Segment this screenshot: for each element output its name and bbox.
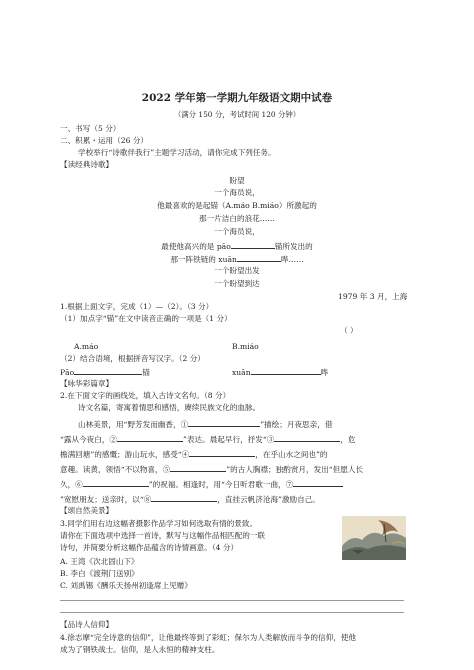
question-2-text <box>60 463 363 475</box>
section-accumulation: 二、积累・运用（26 分） <box>60 136 149 145</box>
option-c[interactable]: C. 刘禹锡《酬乐天扬州初逢席上见赠》 <box>60 581 192 590</box>
text-run: ”表达。晨起早行，抒发“③ <box>183 435 275 444</box>
section-header-nature: 【颂自然美景】 <box>60 506 114 515</box>
text-run: “露从今夜白，② <box>60 435 118 444</box>
question-1-part-2: （2）结合语境，根据拼音写汉字。（2 分） <box>60 354 205 363</box>
exam-subtitle: （满分 150 分，考试时间 120 分钟） <box>173 110 301 119</box>
answer-blank-4[interactable] <box>189 448 255 457</box>
poem-title: 盼望 <box>229 176 245 185</box>
poem-line <box>0 253 474 265</box>
landscape-painting <box>342 516 406 560</box>
question-2-text <box>60 433 356 445</box>
answer-blank-6[interactable] <box>83 478 149 487</box>
option-a[interactable]: A. 王湾《次北固山下》 <box>60 557 139 566</box>
section-header-poems: 【咏华彩篇章】 <box>60 379 114 388</box>
question-4-text: 成为了钢铁战士。信仰，是人永恒的精神支柱。 <box>60 645 220 654</box>
question-3-text: 诗句，并简要分析这幅作品蕴含的诗情画意。（4 分） <box>60 543 239 552</box>
question-2-text <box>60 478 343 490</box>
pinyin: xuān <box>232 368 251 377</box>
answer-blank-5[interactable] <box>170 463 226 472</box>
poem-line: 一个海员说， <box>214 227 260 236</box>
text-run: ”的古人胸襟；独酌赏月，发出“但愿人长 <box>226 465 364 474</box>
text-run: ，直挂云帆济沧海”激励自己。 <box>217 495 320 504</box>
question-4: 4.徐志摩“完全诗意的信仰”，让他最终等到了彩虹；保尔为人类解放而斗争的信仰，使他 <box>60 633 356 642</box>
activity-intro: 学校举行“诗歌伴我行”主题学习活动，请你完成下列任务。 <box>78 148 276 157</box>
text-run: 檐满回塘”的感慨；游山玩水，感受“④ <box>60 450 190 459</box>
question-2-text <box>78 418 332 430</box>
question-2-text <box>60 493 320 505</box>
poem-text: 最使他高兴的是 pāo <box>161 242 231 251</box>
pinyin-text: 哗 <box>320 368 329 377</box>
poem-line: 一个盼望到达 <box>214 279 260 288</box>
text-run: ，在乎山水之间也”的 <box>255 450 328 459</box>
poem-line: 一个盼望出发 <box>214 266 260 275</box>
question-2-text <box>60 448 328 460</box>
answer-blank[interactable] <box>251 366 321 375</box>
pinyin-row <box>60 366 150 378</box>
poem-line: 他最喜欢的是起锚（A.máo B.miáo）所激起的 <box>157 201 317 210</box>
poem-line <box>0 240 474 252</box>
poem-text: 那一阵铁链的 xuān <box>170 255 237 264</box>
option-b[interactable]: B.miáo <box>232 342 259 351</box>
option-b[interactable]: B. 李白《渡荆门送别》 <box>60 569 139 578</box>
pinyin-text: 锚 <box>142 368 150 377</box>
answer-blank-3[interactable] <box>274 433 340 442</box>
option-a[interactable]: A.máo <box>74 342 99 351</box>
question-3: 3.同学们用右边这幅者摄影作品学习如何选取有情的景致。 <box>60 519 258 528</box>
text-run: ”的祝福。相逢时，用“今日听君歌一曲，⑦ <box>148 480 294 489</box>
landscape-painting-svg <box>342 516 406 560</box>
answer-blank-7[interactable] <box>293 478 343 487</box>
text-run: ”描绘；月夜思亲，借 <box>260 420 333 429</box>
pinyin-row <box>232 366 328 378</box>
question-1: 1.根据上面文字，完成（1）—（2）。（3 分） <box>60 302 214 311</box>
answer-blank[interactable] <box>231 240 275 249</box>
answer-line[interactable] <box>60 600 404 601</box>
question-3-text: 请你在下面选项中选择一首诗，默写与这幅作品相匹配的一联 <box>60 531 266 540</box>
text-run: 山林美景，用“野芳发而幽香，① <box>78 420 189 429</box>
poem-line: 那一片洁白的浪花…… <box>199 214 275 223</box>
section-header-faith: 【品诗人信仰】 <box>60 620 114 629</box>
answer-line[interactable] <box>60 612 404 613</box>
section-header-classic: 【读经典诗歌】 <box>60 160 114 169</box>
question-1-part-1: （1）加点字“锚”在文中读音正确的一项是（1 分） <box>60 314 232 323</box>
poem-text: 哗…… <box>280 255 304 264</box>
text-run: ”宽慰朋友；送亲时，以“⑧ <box>60 495 152 504</box>
page-title: 2022 学年第一学期九年级语文期中试卷 <box>141 92 333 104</box>
section-writing: 一、书写（5 分） <box>60 124 121 133</box>
poem-date: 1979 年 3 月，上海 <box>338 292 408 301</box>
answer-blank[interactable] <box>74 366 142 375</box>
question-2-text: 诗文名篇，寄寓着情思和感悟，赓续民族文化的血脉。 <box>78 403 261 412</box>
answer-blank[interactable] <box>237 253 281 262</box>
question-2: 2.在下面文字的画线处，填入古诗文名句。（8 分） <box>60 391 231 400</box>
answer-blank-2[interactable] <box>117 433 183 442</box>
poem-line: 一个海员说， <box>214 188 260 197</box>
text-run: 意趣。读黄，领悟“不以物喜，⑤ <box>60 465 171 474</box>
answer-blank-1[interactable] <box>188 418 260 427</box>
answer-bracket[interactable]: （ ） <box>340 326 358 335</box>
poem-text: 锚所发出的 <box>274 242 313 251</box>
answer-blank-8[interactable] <box>151 493 217 502</box>
text-run: 久，⑥ <box>60 480 83 489</box>
text-run: ，危 <box>340 435 356 444</box>
pinyin: Pāo <box>60 368 75 377</box>
